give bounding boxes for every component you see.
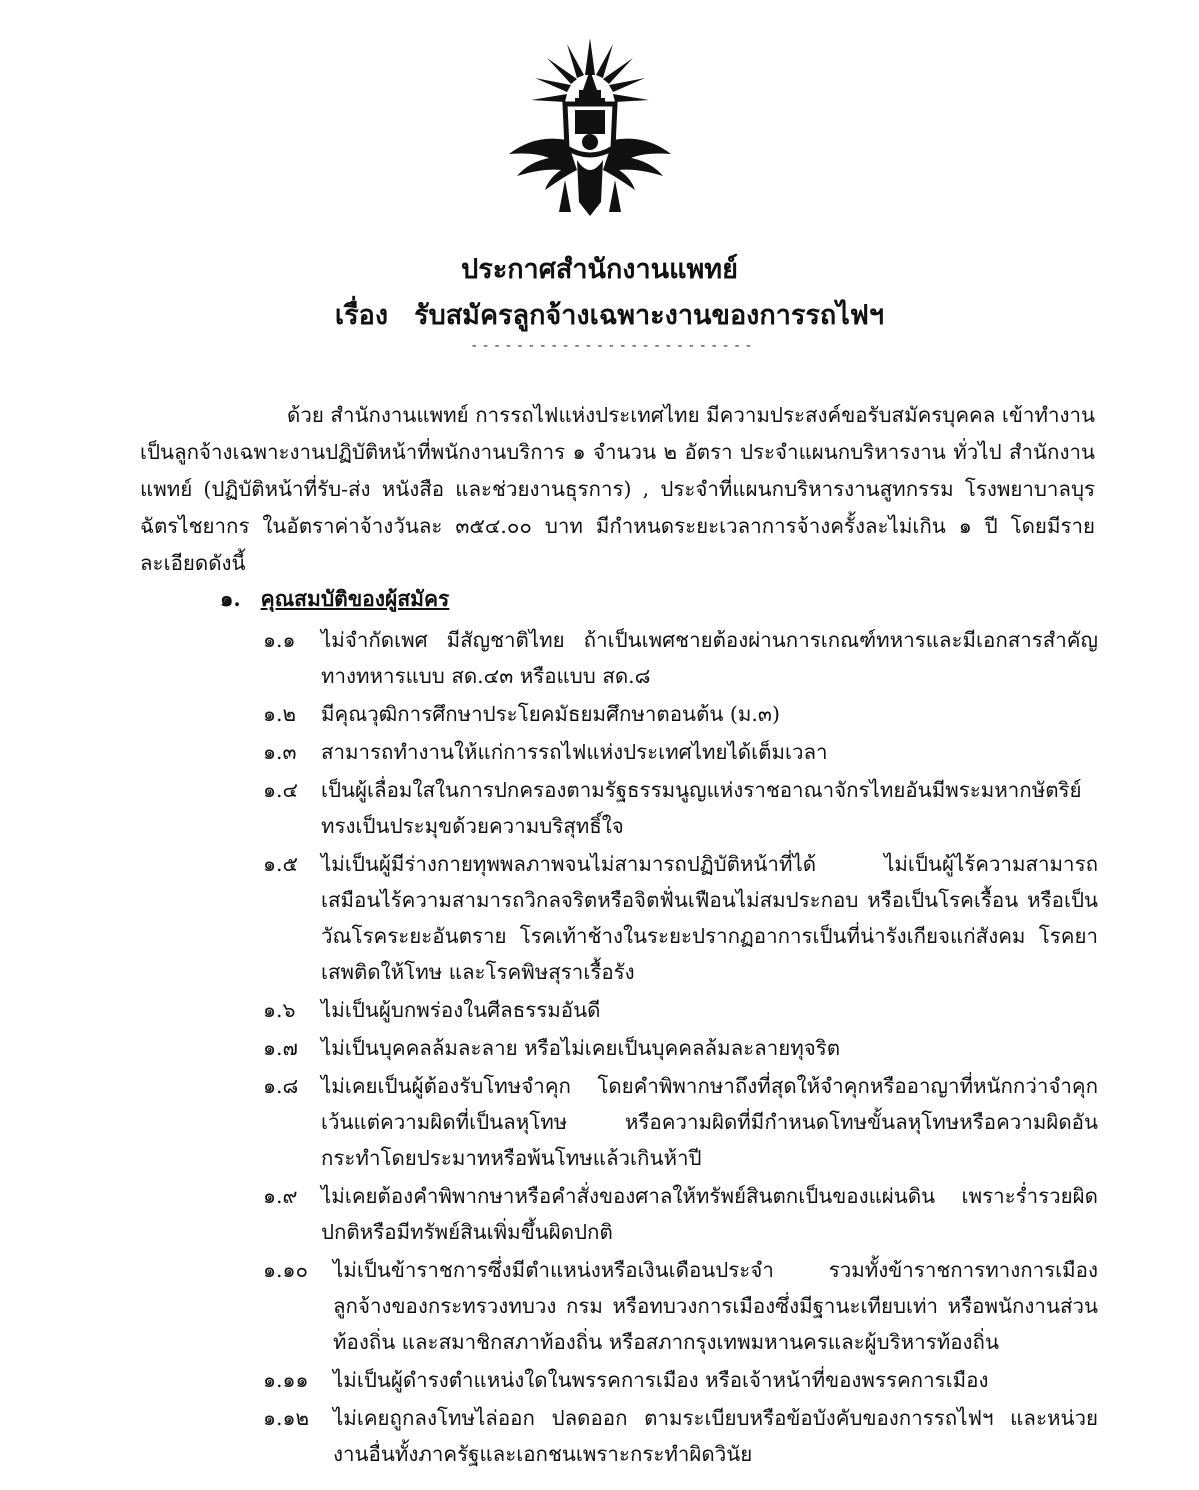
- list-item: [263, 992, 1098, 1028]
- item-number: ๑.๘: [263, 1074, 299, 1098]
- item-text: ไม่เคยต้องคำพิพากษาหรือคำสั่งของศาลให้ทรัพย์สินตกเป็นของแผ่นดิน เพราะร่ำรวยผิดปกติหรือมีทรัพย์สินเพิ่มขึ้นผิดปกติ: [321, 1184, 1098, 1244]
- item-number: ๑.๒: [263, 702, 297, 726]
- item-number: ๑.๕: [263, 852, 299, 876]
- item-text: ไม่เป็นบุคคลล้มละลาย หรือไม่เคยเป็นบุคคลล้มละลายทุจริต: [321, 1036, 841, 1060]
- subject-label: เรื่อง: [334, 300, 389, 331]
- item-number: ๑.๔: [263, 778, 299, 802]
- item-text: มีคุณวุฒิการศึกษาประโยคมัธยมศึกษาตอนต้น (ม.๓): [321, 702, 780, 726]
- list-item: [263, 622, 1098, 694]
- railway-emblem-icon: [505, 30, 675, 225]
- section-title: คุณสมบัติของผู้สมัคร: [260, 586, 450, 611]
- list-item: [263, 1178, 1098, 1250]
- item-number: ๑.๑๒: [263, 1406, 310, 1430]
- item-text: เป็นผู้เลื่อมใสในการปกครองตามรัฐธรรมนูญแห่งราชอาณาจักรไทยอันมีพระมหากษัตริย์ทรงเป็นประมุขด้วยความบริสุทธิ์ใจ: [321, 778, 1082, 838]
- item-text: ไม่จำกัดเพศ มีสัญชาติไทย ถ้าเป็นเพศชายต้องผ่านการเกณฑ์ทหารและมีเอกสารสำคัญทางทหารแบบ สด.๔๓ หรือแบบ สด.๘: [321, 628, 1098, 688]
- item-text: ไม่เคยถูกลงโทษไล่ออก ปลดออก ตามระเบียบหรือข้อบังคับของการรถไฟฯ และหน่วยงานอื่นทั้งภาครัฐและเอกชนเพราะกระทำผิดวินัย: [333, 1406, 1098, 1466]
- item-number: ๑.๗: [263, 1036, 298, 1060]
- list-item: [263, 734, 1098, 770]
- list-item: [263, 772, 1098, 844]
- list-item: [263, 1400, 1098, 1472]
- list-item: [263, 846, 1098, 990]
- item-number: ๑.๑๑: [263, 1368, 309, 1392]
- document-subject-line: [0, 296, 1199, 336]
- item-number: ๑.๙: [263, 1184, 298, 1208]
- list-item: [263, 696, 1098, 732]
- document-title: ประกาศสำนักงานแพทย์: [461, 254, 738, 285]
- item-text: ไม่เป็นผู้ดำรงตำแหน่งใดในพรรคการเมือง หรือเจ้าหน้าที่ของพรรคการเมือง: [333, 1368, 989, 1392]
- item-text: สามารถทำงานให้แก่การรถไฟแห่งประเทศไทยได้เต็มเวลา: [321, 740, 828, 764]
- title-separator: -------------------------: [470, 338, 756, 354]
- item-text: ไม่เคยเป็นผู้ต้องรับโทษจำคุก โดยคำพิพากษาถึงที่สุดให้จำคุกหรืออาญาที่หนักกว่าจำคุก เว้นแต่ความผิดที่เป็นลหุโทษ หรือความผิดที่มีกำหนดโทษขั้นลหุโทษหรือความผิดอันกระทำโดยประมาทหรือพ้นโทษแล้วเกินห้าปี: [321, 1074, 1098, 1170]
- list-item: [263, 1068, 1098, 1176]
- qualification-list: [263, 622, 1098, 1474]
- list-item: [263, 1362, 1098, 1398]
- item-number: ๑.๖: [263, 998, 296, 1022]
- item-number: ๑.๑๐: [263, 1258, 309, 1282]
- list-item: [263, 1030, 1098, 1066]
- section-number: ๑.: [220, 586, 241, 611]
- item-text: ไม่เป็นผู้บกพร่องในศีลธรรมอันดี: [321, 998, 601, 1022]
- item-number: ๑.๑: [263, 628, 296, 652]
- list-item: [263, 1252, 1098, 1360]
- item-text: ไม่เป็นข้าราชการซึ่งมีตำแหน่งหรือเงินเดือนประจำ รวมทั้งข้าราชการทางการเมือง ลูกจ้างของกระทรวงทบวง กรม หรือทบวงการเมืองซึ่งมีฐานะเทียบเท่า หรือพนักงานส่วนท้องถิ่น และสมาชิกสภาท้องถิ่น หรือสภากรุงเทพมหานครและผู้บริหารท้องถิ่น: [333, 1258, 1098, 1354]
- intro-paragraph: ด้วย สำนักงานแพทย์ การรถไฟแห่งประเทศไทย มีความประสงค์ขอรับสมัครบุคคล เข้าทำงานเป็นลูกจ้างเฉพาะงานปฏิบัติหน้าที่พนักงานบริการ ๑ จำนวน ๒ อัตรา ประจำแผนกบริหารงาน ทั่วไป สำนักงานแพทย์ (ปฏิบัติหน้าที่รับ-ส่ง หนังสือ และช่วยงานธุรการ) , ประจำที่แผนกบริหารงานสูทกรรม โรงพยาบาลบุรฉัตรไชยากร ในอัตราค่าจ้างวันละ ๓๕๔.๐๐ บาท มีกำหนดระยะเวลาการจ้างครั้งละไม่เกิน ๑ ปี โดยมีรายละเอียดดังนี้: [140, 403, 1095, 575]
- subject-text: รับสมัครลูกจ้างเฉพาะงานของการรถไฟฯ: [414, 300, 885, 331]
- item-text: ไม่เป็นผู้มีร่างกายทุพพลภาพจนไม่สามารถปฏิบัติหน้าที่ได้ ไม่เป็นผู้ไร้ความสามารถ เสมือนไร้ความสามารถวิกลจริตหรือจิตฟั่นเฟือนไม่สมประกอบ หรือเป็นโรคเรื้อน หรือเป็นวัณโรคระยะอันตราย โรคเท้าช้างในระยะปรากฏอาการเป็นที่น่ารังเกียจแก่สังคม โรคยาเสพติดให้โทษ และโรคพิษสุราเรื้อรัง: [321, 852, 1098, 984]
- section-heading: [220, 582, 449, 616]
- item-number: ๑.๓: [263, 740, 297, 764]
